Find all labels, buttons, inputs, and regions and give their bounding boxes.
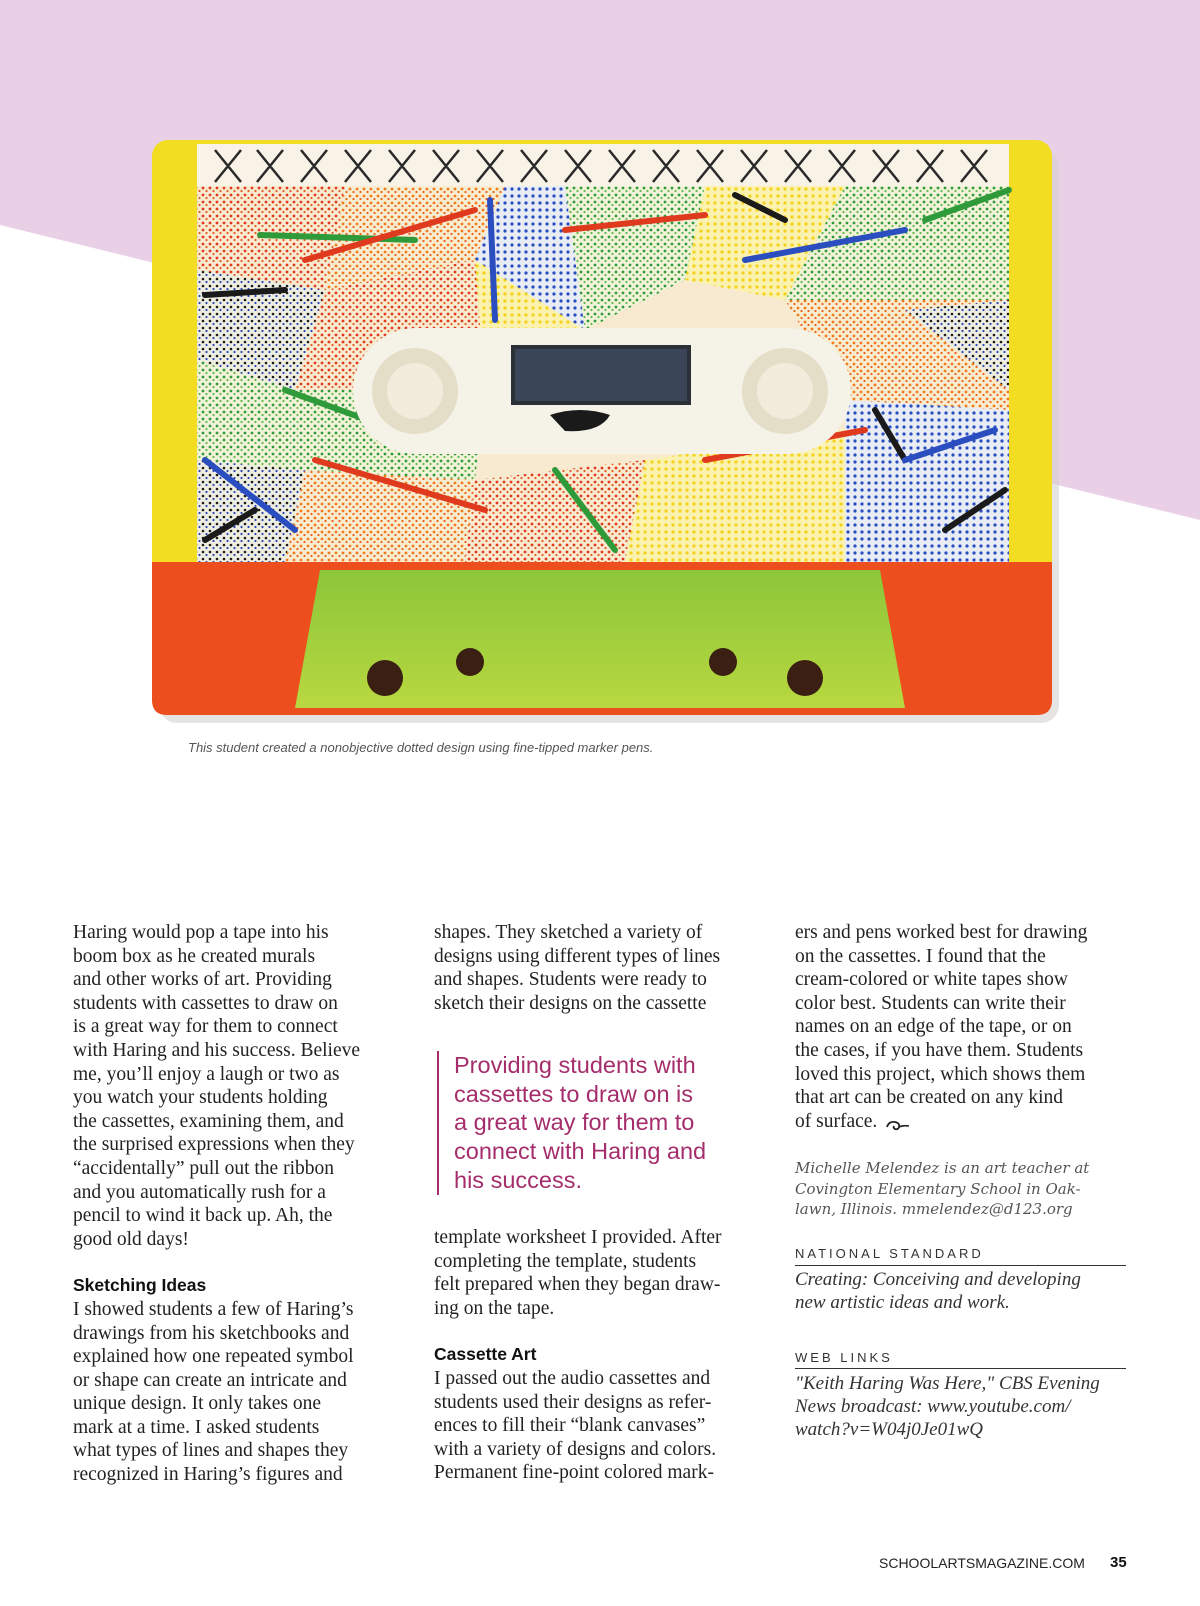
author-bio: Michelle Melendez is an art teacher at Covington Elementary School in Oak- lawn, Illinois. mmelendez@d123.org — [795, 1159, 1090, 1218]
column-2 — [434, 921, 774, 1015]
national-standard-text: Creating: Conceiving and developing new artistic ideas and work. — [795, 1269, 1081, 1313]
national-standard-label: NATIONAL STANDARD — [795, 1246, 984, 1261]
column-2-continued — [434, 1226, 774, 1485]
swirl-end-mark-icon — [883, 1115, 911, 1129]
column2-middle-paragraph: template worksheet I provided. After completing the template, students felt prepared when they began draw- ing on the tape. — [434, 1227, 722, 1319]
web-links-text: "Keith Haring Was Here," CBS Evening News broadcast: www.youtube.com/ watch?v=W04j0Je01wQ — [795, 1373, 1100, 1440]
column-3 — [795, 921, 1135, 1133]
column-1 — [73, 921, 408, 1487]
pull-quote: Providing students with cassettes to draw on is a great way for them to connect with Haring and his success. — [437, 1051, 784, 1195]
section-heading-cassette-art: Cassette Art — [434, 1344, 537, 1365]
column3-paragraph — [795, 921, 1135, 1133]
cassette-art-paragraph: I passed out the audio cassettes and students used their designs as refer- ences to fill their “blank canvases” with a variety of designs and colors. Permanent fine-point colored mark- — [434, 1367, 717, 1484]
column2-top-paragraph: shapes. They sketched a variety of designs using different types of lines and shapes. Students were ready to sketch their designs on the cassette — [434, 922, 721, 1014]
sketching-ideas-paragraph: I showed students a few of Haring’s drawings from his sketchbooks and explained how one repeated symbol or shape can create an intricate and unique design. It only takes one mark at a time. I asked students what types of lines and shapes they recognized in Haring’s figures and — [73, 1298, 354, 1486]
cassette-photo — [145, 130, 1085, 735]
footer-website: SCHOOLARTSMAGAZINE.COM — [879, 1555, 1085, 1571]
section-heading-sketching-ideas: Sketching Ideas — [73, 1275, 207, 1296]
intro-paragraph: Haring would pop a tape into his boom box as he created murals and other works of art. Providing students with cassettes to draw on is a great way for them to connect with Haring and his success. Believe me, you’ll enjoy a laugh or two as you watch your students holding the cassettes, examining them, and the surprised expressions when they “accidentally” pull out the ribbon and you automatically rush for a pencil to wind it back up. Ah, the good old days! — [73, 922, 361, 1250]
figure-caption: This student created a nonobjective dotted design using fine-tipped marker pens. — [188, 740, 654, 755]
national-standard-rule — [795, 1265, 1126, 1266]
web-links-label: WEB LINKS — [795, 1350, 893, 1365]
web-links-rule — [795, 1368, 1126, 1369]
page-number: 35 — [1110, 1554, 1127, 1571]
column3-body-text: ers and pens worked best for drawing on the cassettes. I found that the cream-colored or white tapes show color best. Students can write their names on an edge of the tape, or on the cases, if you have them. Students loved this project, which shows them that art can be created on any kind of surface. — [795, 922, 1088, 1132]
